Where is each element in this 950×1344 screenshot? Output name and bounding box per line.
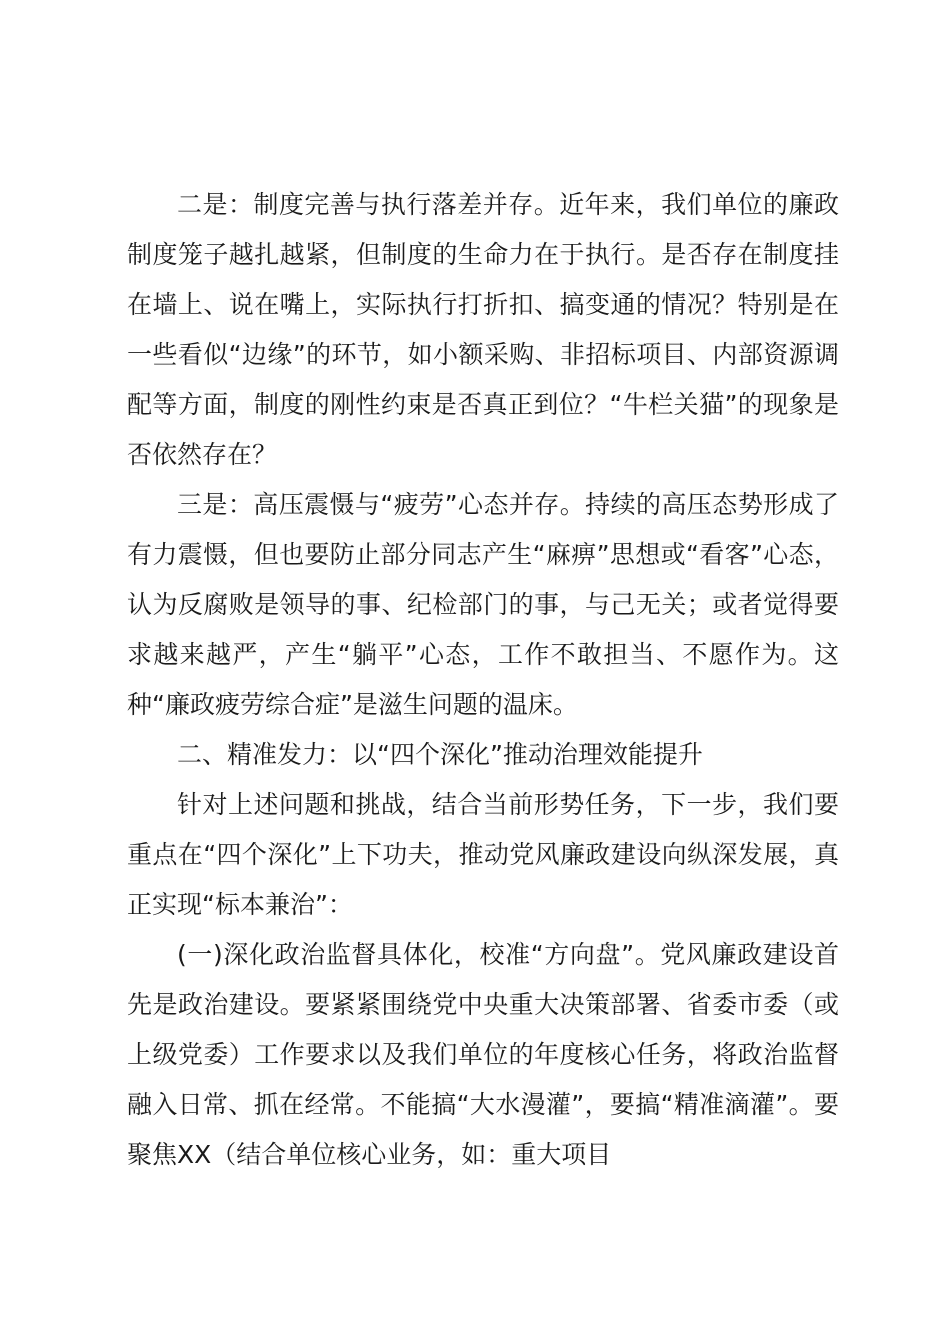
document-body <box>127 180 839 1180</box>
paragraph-three-is: 三是：高压震慑与“疲劳”心态并存。持续的高压态势形成了有力震慑，但也要防止部分同志产生“麻痹”思想或“看客”心态，认为反腐败是领导的事、纪检部门的事，与己无关；或者觉得要求越来越严，产生“躺平”心态，工作不敢担当、不愿作为。这种“廉政疲劳综合症”是滋生问题的温床。 <box>127 490 839 719</box>
paragraph-two-is: 二是：制度完善与执行落差并存。近年来，我们单位的廉政制度笼子越扎越紧，但制度的生命力在于执行。是否存在制度挂在墙上、说在嘴上，实际执行打折扣、搞变通的情况？特别是在一些看似“边缘”的环节，如小额采购、非招标项目、内部资源调配等方面，制度的刚性约束是否真正到位？“牛栏关猫”的现象是否依然存在？ <box>127 190 839 469</box>
section-heading-two: 二、精准发力：以“四个深化”推动治理效能提升 <box>177 740 703 769</box>
paragraph-intro-four-deepen: 针对上述问题和挑战，结合当前形势任务，下一步，我们要重点在“四个深化”上下功夫，推动党风廉政建设向纵深发展，真正实现“标本兼治”： <box>127 790 839 919</box>
paragraph-deepen-political-supervision: (一)深化政治监督具体化，校准“方向盘”。党风廉政建设首先是政治建设。要紧紧围绕党中央重大决策部署、省委市委（或上级党委）工作要求以及我们单位的年度核心任务，将政治监督融入日常、抓在经常。不能搞“大水漫灌”，要搞“精准滴灌”。要聚焦XX（结合单位核心业务，如：重大项目 <box>127 940 839 1169</box>
